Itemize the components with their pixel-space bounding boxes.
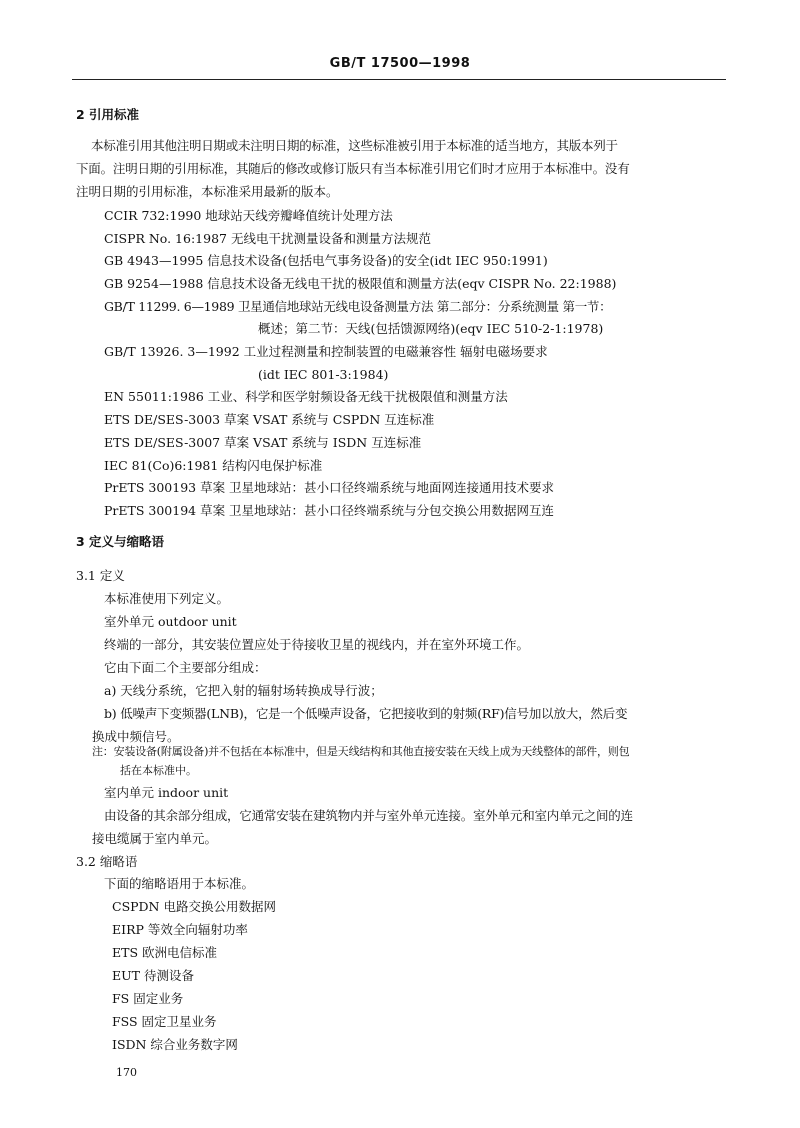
note-line: 括在本标准中。 [120, 764, 197, 777]
reference-item-continuation: (idt IEC 801-3:1984) [258, 367, 389, 382]
definition-term: 室内单元 indoor unit [104, 785, 229, 800]
definition-line: 本标准使用下列定义。 [104, 591, 230, 606]
section-3-2-heading: 3.2 缩略语 [76, 854, 138, 869]
page-header: GB/T 17500—1998 [329, 56, 471, 71]
reference-item: GB 9254—1988 信息技术设备无线电干扰的极限值和测量方法(eqv CISPR No. 22:1988) [104, 276, 617, 291]
section-3-heading: 3 定义与缩略语 [76, 534, 165, 549]
reference-item: CISPR No. 16:1987 无线电干扰测量设备和测量方法规范 [104, 231, 431, 246]
abbreviation-intro: 下面的缩略语用于本标准。 [104, 876, 255, 891]
reference-item: GB/T 11299. 6—1989 卫星通信地球站无线电设备测量方法 第二部分：分系统测量 第一节： [104, 299, 612, 314]
definition-line: 换成中频信号。 [92, 729, 180, 744]
reference-item: ETS DE/SES-3007 草案 VSAT 系统与 ISDN 互连标准 [104, 435, 422, 450]
section-2-heading: 2 引用标准 [76, 107, 140, 122]
abbreviation-item: EUT 待测设备 [112, 968, 194, 983]
reference-item-continuation: 概述；第二节：天线(包括馈源网络)(eqv IEC 510-2-1:1978) [258, 321, 604, 336]
abbreviation-item: CSPDN 电路交换公用数据网 [112, 899, 276, 914]
reference-item: CCIR 732:1990 地球站天线旁瓣峰值统计处理方法 [104, 208, 393, 223]
definition-line: 由设备的其余部分组成，它通常安装在建筑物内并与室外单元连接。室外单元和室内单元之间的连 [104, 808, 633, 823]
reference-item: GB 4943—1995 信息技术设备(包括电气事务设备)的安全(idt IEC 950:1991) [104, 253, 548, 268]
definition-line: a) 天线分系统，它把入射的辐射场转换成导行波； [104, 683, 383, 698]
reference-item: EN 55011:1986 工业、科学和医学射频设备无线干扰极限值和测量方法 [104, 389, 508, 404]
section-2-paragraph-line: 注明日期的引用标准，本标准采用最新的版本。 [76, 184, 339, 199]
definition-line: 它由下面二个主要部分组成： [104, 660, 267, 675]
header-rule [72, 79, 726, 80]
definition-line: 终端的一部分，其安装位置应处于待接收卫星的视线内，并在室外环境工作。 [104, 637, 530, 652]
abbreviation-item: FSS 固定卫星业务 [112, 1014, 217, 1029]
note-line: 注：安装设备(附属设备)并不包括在本标准中，但是天线结构和其他直接安装在天线上成为天线整体的部件，则包 [92, 745, 630, 758]
section-2-paragraph-line: 本标准引用其他注明日期或未注明日期的标准，这些标准被引用于本标准的适当地方，其版本列于 [91, 138, 618, 153]
abbreviation-item: ISDN 综合业务数字网 [112, 1037, 238, 1052]
abbreviation-item: EIRP 等效全向辐射功率 [112, 922, 248, 937]
page-number: 170 [116, 1066, 137, 1079]
definition-line: b) 低噪声下变频器(LNB)，它是一个低噪声设备，它把接收到的射频(RF)信号加以放大，然后变 [104, 706, 628, 721]
definition-term: 室外单元 outdoor unit [104, 614, 237, 629]
reference-item: IEC 81(Co)6:1981 结构闪电保护标准 [104, 458, 323, 473]
reference-item: PrETS 300193 草案 卫星地球站：甚小口径终端系统与地面网连接通用技术要求 [104, 480, 555, 495]
abbreviation-item: FS 固定业务 [112, 991, 184, 1006]
reference-item: GB/T 13926. 3—1992 工业过程测量和控制装置的电磁兼容性 辐射电磁场要求 [104, 344, 548, 359]
reference-item: ETS DE/SES-3003 草案 VSAT 系统与 CSPDN 互连标准 [104, 412, 435, 427]
section-2-paragraph-line: 下面。注明日期的引用标准，其随后的修改或修订版只有当本标准引用它们时才应用于本标准中。没有 [76, 161, 630, 176]
reference-item: PrETS 300194 草案 卫星地球站：甚小口径终端系统与分包交换公用数据网互连 [104, 503, 555, 518]
abbreviation-item: ETS 欧洲电信标准 [112, 945, 217, 960]
definition-line: 接电缆属于室内单元。 [92, 831, 218, 846]
section-3-1-heading: 3.1 定义 [76, 568, 125, 583]
